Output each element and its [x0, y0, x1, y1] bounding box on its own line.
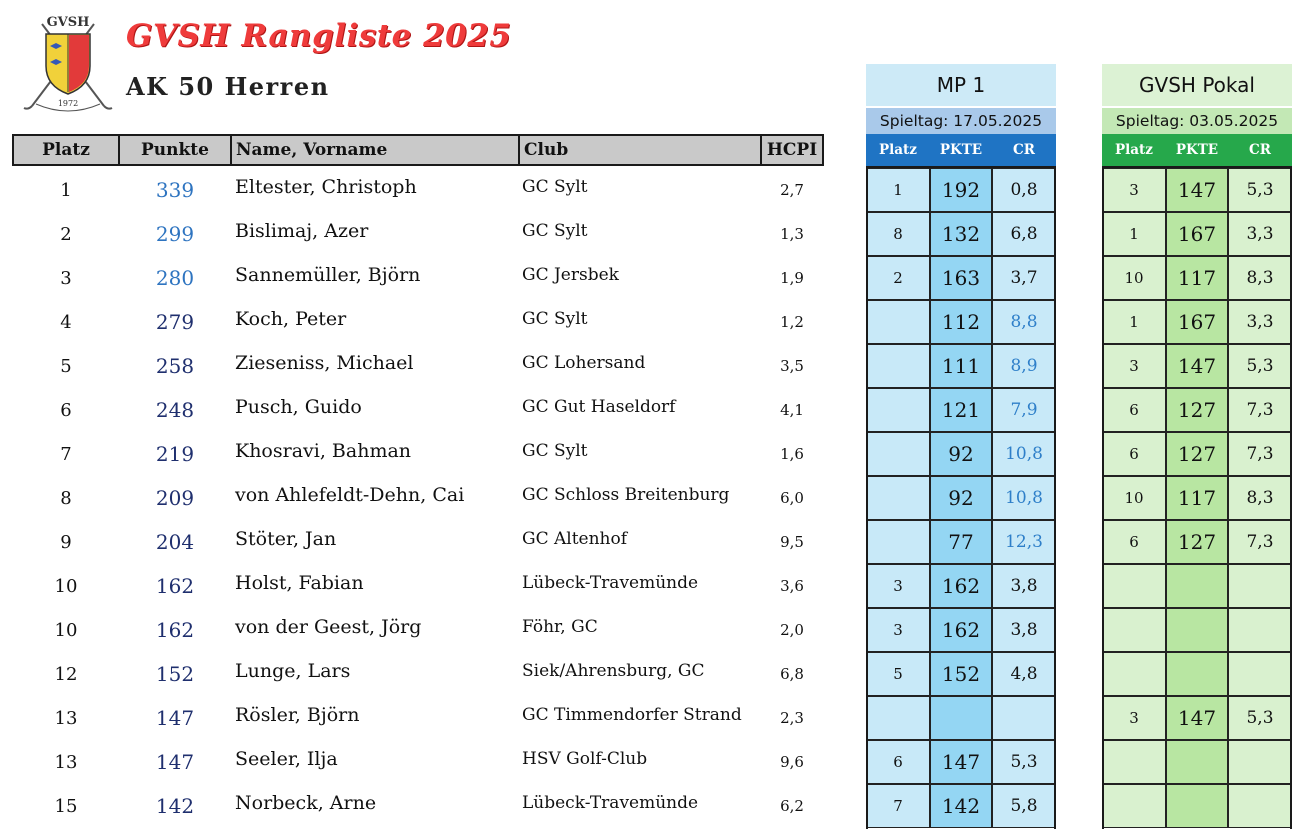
pokal-cr: 5,3 [1228, 168, 1292, 212]
row-platz: 3 [60, 267, 72, 289]
pokal-platz [1102, 652, 1166, 696]
mp1-pkte: 132 [930, 212, 992, 256]
row-hcpi: 9,5 [780, 533, 804, 551]
mp1-platz [866, 388, 930, 432]
mp1-cr: 10,8 [992, 476, 1056, 520]
pokal-platz: 10 [1102, 256, 1166, 300]
gvsh-logo [22, 6, 114, 118]
header-club: Club [518, 134, 762, 166]
mp1-pkte: 162 [930, 608, 992, 652]
logo-year: 1972 [57, 99, 79, 108]
row-hcpi: 2,0 [780, 621, 804, 639]
row-club: GC Sylt [522, 441, 588, 461]
pokal-header-cr: CR [1228, 134, 1292, 166]
pokal-pkte: 147 [1166, 696, 1228, 740]
row-club: GC Gut Haseldorf [522, 397, 676, 417]
row-punkte: 209 [155, 486, 195, 510]
row-name: Rösler, Björn [235, 704, 360, 726]
row-name: von der Geest, Jörg [235, 616, 422, 638]
mp1-cr: 8,9 [992, 344, 1056, 388]
row-platz: 6 [60, 399, 72, 421]
row-hcpi: 1,6 [780, 445, 804, 463]
pokal-cr [1228, 564, 1292, 608]
mp1-platz: 8 [866, 212, 930, 256]
pokal-platz [1102, 608, 1166, 652]
header-hcpi: HCPI [760, 134, 824, 166]
pokal-header-platz: Platz [1102, 134, 1166, 166]
pokal-cr: 5,3 [1228, 696, 1292, 740]
pokal-platz: 6 [1102, 388, 1166, 432]
row-platz: 7 [60, 443, 72, 465]
row-name: Zieseniss, Michael [235, 352, 414, 374]
row-club: GC Altenhof [522, 529, 628, 549]
pokal-pkte [1166, 608, 1228, 652]
mp1-cr [992, 696, 1056, 740]
pokal-cr: 7,3 [1228, 432, 1292, 476]
row-punkte: 204 [155, 530, 195, 554]
pokal-cr: 3,3 [1228, 212, 1292, 256]
row-punkte: 162 [155, 618, 195, 642]
mp1-platz [866, 476, 930, 520]
mp1-header-cr: CR [992, 134, 1056, 166]
pokal-pkte: 117 [1166, 256, 1228, 300]
row-club: GC Schloss Breitenburg [522, 485, 730, 505]
pokal-cr [1228, 740, 1292, 784]
pokal-cr: 3,3 [1228, 300, 1292, 344]
row-punkte: 248 [155, 398, 195, 422]
mp1-cr: 3,8 [992, 564, 1056, 608]
row-platz: 4 [60, 311, 72, 333]
mp1-cr: 4,8 [992, 652, 1056, 696]
pokal-cr: 8,3 [1228, 476, 1292, 520]
pokal-pkte [1166, 564, 1228, 608]
row-platz: 10 [54, 619, 78, 641]
mp1-pkte [930, 696, 992, 740]
pokal-platz [1102, 564, 1166, 608]
mp1-pkte: 77 [930, 520, 992, 564]
pokal-cr: 5,3 [1228, 344, 1292, 388]
row-punkte: 339 [155, 178, 195, 202]
mp1-pkte: 142 [930, 784, 992, 828]
row-punkte: 279 [155, 310, 195, 334]
row-punkte: 162 [155, 574, 195, 598]
mp1-platz: 3 [866, 564, 930, 608]
row-club: Lübeck-Travemünde [522, 793, 699, 813]
row-name: Bislimaj, Azer [235, 220, 369, 242]
row-name: Stöter, Jan [235, 528, 337, 550]
row-club: GC Lohersand [522, 353, 646, 373]
row-platz: 15 [54, 795, 78, 817]
row-club: GC Timmendorfer Strand [522, 705, 742, 725]
mp1-platz [866, 432, 930, 476]
pokal-cr [1228, 784, 1292, 828]
page-title: GVSH Rangliste 2025 [126, 18, 512, 54]
mp1-cr: 3,8 [992, 608, 1056, 652]
row-hcpi: 9,6 [780, 753, 804, 771]
pokal-pkte: 147 [1166, 168, 1228, 212]
row-club: Siek/Ahrensburg, GC [522, 661, 705, 681]
row-platz: 10 [54, 575, 78, 597]
pokal-platz: 3 [1102, 696, 1166, 740]
logo-top-text: GVSH [46, 15, 90, 30]
pokal-platz [1102, 740, 1166, 784]
row-club: GC Sylt [522, 177, 588, 197]
pokal-platz: 6 [1102, 432, 1166, 476]
mp1-platz: 5 [866, 652, 930, 696]
row-punkte: 147 [155, 706, 195, 730]
row-name: von Ahlefeldt-Dehn, Cai [235, 484, 465, 506]
mp1-pkte: 147 [930, 740, 992, 784]
row-hcpi: 1,2 [780, 313, 804, 331]
mp1-pkte: 163 [930, 256, 992, 300]
row-club: Föhr, GC [522, 617, 598, 637]
pokal-cr [1228, 652, 1292, 696]
row-hcpi: 6,8 [780, 665, 804, 683]
mp1-pkte: 112 [930, 300, 992, 344]
row-platz: 12 [54, 663, 78, 685]
row-name: Koch, Peter [235, 308, 347, 330]
row-punkte: 299 [155, 222, 195, 246]
pokal-pkte: 127 [1166, 388, 1228, 432]
pokal-cr: 8,3 [1228, 256, 1292, 300]
pokal-platz: 1 [1102, 212, 1166, 256]
pokal-cr: 7,3 [1228, 520, 1292, 564]
pokal-pkte: 167 [1166, 300, 1228, 344]
mp1-platz [866, 300, 930, 344]
mp1-cr: 5,3 [992, 740, 1056, 784]
mp1-platz [866, 520, 930, 564]
row-punkte: 142 [155, 794, 195, 818]
row-punkte: 152 [155, 662, 195, 686]
mp1-platz: 7 [866, 784, 930, 828]
pokal-pkte [1166, 652, 1228, 696]
row-punkte: 280 [155, 266, 195, 290]
pokal-pkte: 127 [1166, 432, 1228, 476]
row-hcpi: 3,6 [780, 577, 804, 595]
row-name: Holst, Fabian [235, 572, 364, 594]
mp1-spieltag: Spieltag: 17.05.2025 [866, 108, 1056, 134]
pokal-pkte [1166, 784, 1228, 828]
mp1-header-platz: Platz [866, 134, 930, 166]
row-name: Sannemüller, Björn [235, 264, 421, 286]
header-punkte: Punkte [118, 134, 232, 166]
row-name: Khosravi, Bahman [235, 440, 412, 462]
mp1-pkte: 92 [930, 476, 992, 520]
pokal-platz: 10 [1102, 476, 1166, 520]
pokal-header-pkte: PKTE [1166, 134, 1228, 166]
row-hcpi: 6,0 [780, 489, 804, 507]
header-name: Name, Vorname [230, 134, 520, 166]
mp1-cr: 10,8 [992, 432, 1056, 476]
mp1-cr: 3,7 [992, 256, 1056, 300]
mp1-header-pkte: PKTE [930, 134, 992, 166]
mp1-cr: 8,8 [992, 300, 1056, 344]
mp1-title: MP 1 [866, 64, 1056, 106]
row-platz: 13 [54, 707, 78, 729]
pokal-platz: 1 [1102, 300, 1166, 344]
mp1-pkte: 121 [930, 388, 992, 432]
row-name: Norbeck, Arne [235, 792, 377, 814]
mp1-cr: 12,3 [992, 520, 1056, 564]
pokal-pkte [1166, 740, 1228, 784]
mp1-pkte: 152 [930, 652, 992, 696]
mp1-platz: 2 [866, 256, 930, 300]
row-platz: 5 [60, 355, 72, 377]
row-platz: 8 [60, 487, 72, 509]
row-platz: 1 [60, 179, 72, 201]
row-punkte: 219 [155, 442, 195, 466]
row-hcpi: 2,7 [780, 181, 804, 199]
row-hcpi: 6,2 [780, 797, 804, 815]
row-name: Lunge, Lars [235, 660, 351, 682]
mp1-pkte: 111 [930, 344, 992, 388]
pokal-cr [1228, 608, 1292, 652]
row-platz: 9 [60, 531, 72, 553]
pokal-platz: 6 [1102, 520, 1166, 564]
mp1-cr: 0,8 [992, 168, 1056, 212]
row-club: GC Jersbek [522, 265, 619, 285]
row-hcpi: 2,3 [780, 709, 804, 727]
mp1-platz: 6 [866, 740, 930, 784]
row-club: GC Sylt [522, 221, 588, 241]
row-hcpi: 1,9 [780, 269, 804, 287]
row-name: Eltester, Christoph [235, 176, 417, 198]
row-platz: 2 [60, 223, 72, 245]
row-hcpi: 1,3 [780, 225, 804, 243]
row-name: Seeler, Ilja [235, 748, 338, 770]
row-hcpi: 3,5 [780, 357, 804, 375]
page-subtitle: AK 50 Herren [126, 72, 330, 101]
pokal-pkte: 117 [1166, 476, 1228, 520]
pokal-pkte: 167 [1166, 212, 1228, 256]
mp1-pkte: 162 [930, 564, 992, 608]
mp1-cr: 7,9 [992, 388, 1056, 432]
row-platz: 13 [54, 751, 78, 773]
pokal-spieltag: Spieltag: 03.05.2025 [1102, 108, 1292, 134]
pokal-platz [1102, 784, 1166, 828]
mp1-platz [866, 344, 930, 388]
pokal-platz: 3 [1102, 344, 1166, 388]
pokal-pkte: 147 [1166, 344, 1228, 388]
row-name: Pusch, Guido [235, 396, 362, 418]
mp1-cr: 6,8 [992, 212, 1056, 256]
row-punkte: 258 [155, 354, 195, 378]
mp1-platz: 3 [866, 608, 930, 652]
pokal-title: GVSH Pokal [1102, 64, 1292, 106]
mp1-platz [866, 696, 930, 740]
mp1-pkte: 92 [930, 432, 992, 476]
row-punkte: 147 [155, 750, 195, 774]
mp1-pkte: 192 [930, 168, 992, 212]
header-platz: Platz [12, 134, 120, 166]
row-club: Lübeck-Travemünde [522, 573, 699, 593]
row-club: GC Sylt [522, 309, 588, 329]
pokal-platz: 3 [1102, 168, 1166, 212]
mp1-platz: 1 [866, 168, 930, 212]
pokal-cr: 7,3 [1228, 388, 1292, 432]
row-hcpi: 4,1 [780, 401, 804, 419]
pokal-pkte: 127 [1166, 520, 1228, 564]
row-club: HSV Golf-Club [522, 749, 648, 769]
mp1-cr: 5,8 [992, 784, 1056, 828]
